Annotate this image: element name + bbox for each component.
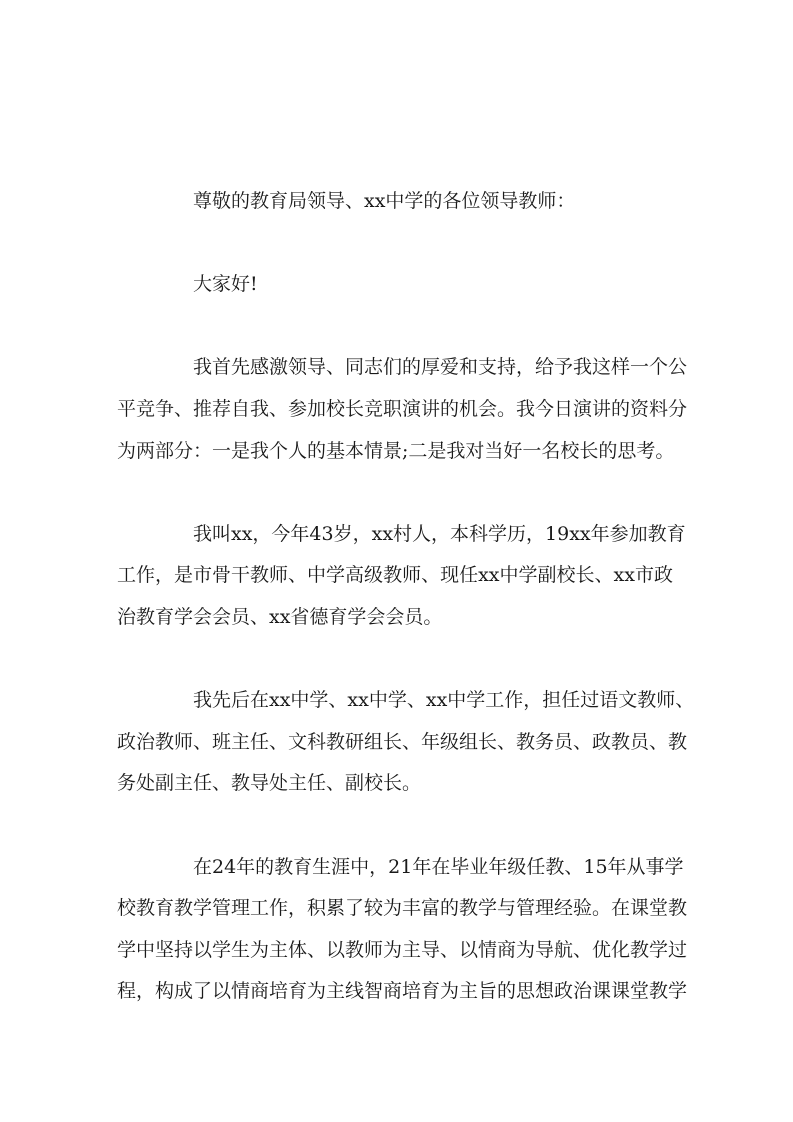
career-history-paragraph (117, 680, 695, 805)
paragraph-line: 治教育学会会员、xx省德育学会会员。 (117, 605, 443, 628)
paragraph-line: 在24年的教育生涯中，21年在毕业年级任教、15年从事学 (193, 855, 684, 878)
paragraph-line: 平竞争、推荐自我、参加校长竞职演讲的机会。我今日演讲的资料分 (117, 397, 688, 420)
paragraph-line: 我叫xx，今年43岁，xx村人，本科学历，19xx年参加教育 (193, 522, 686, 545)
experience-paragraph (117, 847, 688, 1013)
paragraph-line: 学中坚持以学生为主体、以教师为主导、以情商为导航、优化教学过 (117, 938, 688, 961)
paragraph-line: 我先后在xx中学、xx中学、xx中学工作，担任过语文教师、 (193, 689, 695, 712)
greeting-paragraph (117, 264, 677, 306)
paragraph-line: 校教育教学管理工作，积累了较为丰富的教学与管理经验。在课堂教 (117, 897, 688, 920)
paragraph-line: 为两部分：一是我个人的基本情景;二是我对当好一名校长的思考。 (117, 439, 675, 462)
paragraph-line: 工作，是市骨干教师、中学高级教师、现任xx中学副校长、xx市政 (117, 564, 673, 587)
salutation-paragraph (117, 181, 677, 223)
intro-paragraph (117, 347, 688, 472)
paragraph-line: 务处副主任、教导处主任、副校长。 (117, 772, 422, 795)
paragraph-line: 我首先感激领导、同志们的厚爱和支持，给予我这样一个公 (193, 356, 688, 379)
greeting-line: 大家好! (193, 273, 258, 296)
paragraph-line: 程，构成了以情商培育为主线智商培育为主旨的思想政治课课堂教学 (117, 980, 688, 1003)
personal-info-paragraph (117, 514, 686, 639)
salutation-line: 尊敬的教育局领导、xx中学的各位领导教师： (193, 190, 576, 212)
document-page (117, 181, 695, 1054)
paragraph-line: 政治教师、班主任、文科教研组长、年级组长、教务员、政教员、教 (117, 730, 688, 753)
